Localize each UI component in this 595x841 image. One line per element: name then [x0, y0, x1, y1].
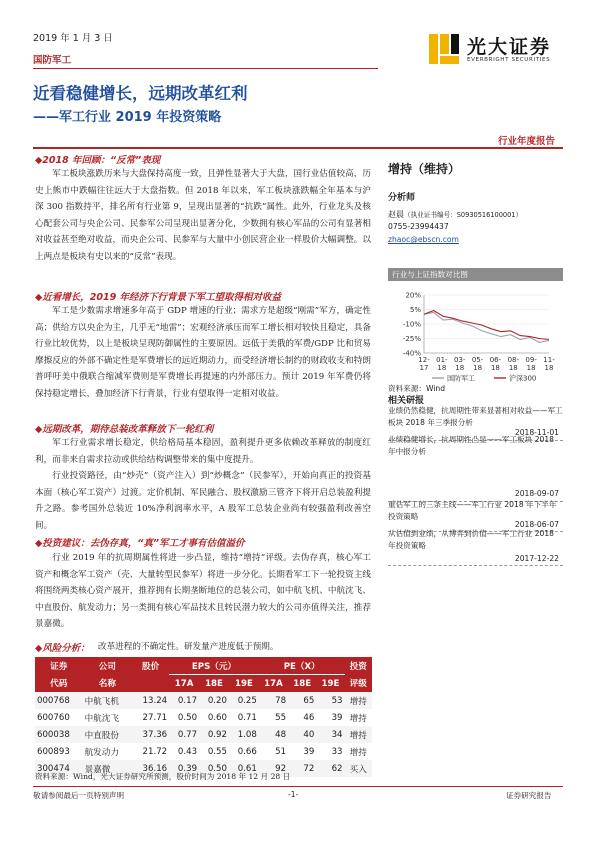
footer-right: 证券研究报告 — [506, 791, 552, 800]
section-body-review: 军工板块涨跌历来与大盘保持高度一致，且弹性显著大于大盘，国行业估值较高，历史上熊市中跌幅往往远大于大盘指数。但 2018 年以来，军工板块涨跌幅全年基本与沪深 300 指数持平，排名所有行业第 9，呈现出显著的“抗跌”属性。此外，行业龙头及核心配套公司与央企公司、民参军公司呈现出显著分化，少数拥有核心军品的公司有显著相对收益甚至绝对收益，而央企公司、民参军与大量中小创民营企业一样股价大幅调整。以上两点是板块有史以来的“反常”表现。 — [35, 169, 371, 262]
logo-mark-icon — [427, 32, 461, 66]
industry-label: 国防军工 — [33, 55, 72, 66]
table-cell: 中航飞机 — [84, 696, 119, 707]
related-item[interactable]: 业绩稳健增长，抗周期性凸显——军工板块 2018 年中报分析 — [388, 435, 555, 456]
y-tick-label: -10% — [402, 320, 421, 329]
related-date: 2018-11-01 — [514, 428, 559, 437]
table-source: 资料来源：Wind，光大证券研究所预测，股价时间为 2018 年 12 月 28 日 — [35, 772, 291, 781]
table-cell: 600038 — [37, 729, 70, 740]
chart-title-bar — [388, 268, 563, 281]
table-cell: 46 — [303, 712, 315, 723]
table-header: 17A — [169, 675, 199, 693]
table-cell: 33 — [331, 746, 343, 757]
report-date: 2019 年 1 月 3 日 — [33, 33, 113, 44]
section-heading-risk: ◆风险分析： — [35, 643, 90, 654]
analyst-name: 赵晨（执业证书编号：S0930516100001） — [388, 210, 523, 219]
report-type: 行业年度报告 — [498, 136, 556, 147]
x-tick-label: 17 — [419, 364, 429, 372]
x-tick-label: 18 — [544, 364, 554, 372]
y-tick-label: -25% — [402, 335, 421, 343]
table-header: 公司 — [83, 657, 133, 675]
table-header — [132, 675, 169, 693]
table-cell: 27.71 — [142, 712, 168, 723]
table-header: 18E — [288, 675, 316, 693]
section-heading-advice: ◆投资建议：去伪存真，“真”军工才事有估值溢价 — [35, 538, 245, 549]
table-cell: 增持 — [349, 713, 367, 724]
table-cell: 72 — [303, 763, 315, 774]
table-header: PE（X） — [259, 657, 345, 675]
x-tick-label: 18 — [455, 364, 465, 372]
related-date: 2017-12-22 — [514, 554, 559, 563]
table-cell: 增持 — [349, 747, 367, 758]
table-cell: 0.50 — [207, 763, 227, 774]
table-cell: 0.77 — [177, 729, 198, 740]
legend-label: 国防军工 — [447, 374, 475, 383]
x-tick-label: 18 — [473, 364, 483, 372]
industry-index-chart — [388, 283, 563, 383]
analyst-heading: 分析师 — [388, 193, 416, 203]
table-cell: 0.39 — [177, 763, 198, 774]
related-item[interactable]: 重估军工的三条主线——军工行业 2018 年下半年投资策略 — [388, 500, 557, 521]
table-cell: 中直股份 — [84, 730, 119, 741]
section-body-reform: 军工行业需求增长稳定，供给格局基本稳固，盈利提升更多依赖改革释放的制度红利，而非来自需求拉动或供给结构调整带来的集中度提升。 行业投资路径，由“炒壳”（资产注入）到“炒概念”（民参军），开始向真正的投资基本面（核心军工资产）过渡。定价机制、军民融合、股权激励三管齐下将开启总装盈利提升之路。参考国外总装近 10%净利润率水平，A 股军工总装企业尚有较强盈利改善空间。 — [35, 438, 371, 531]
section-body-advice: 行业 2019 年的抗周期属性将进一步凸显，维持“增持”评级。去伪存真，核心军工资产和概念军工资产（壳、大量转型民参军）将进一步分化。长期看军工下一轮投资主线将围绕两类核心资产展开，推荐拥有长期垄断地位的总装公司，如中航飞机、中航沈飞、中直股份、航发动力；另一类拥有核心军品技术且转民潜力较大的公司亦值得关注，推荐景嘉微。 — [35, 553, 371, 630]
series-line — [424, 311, 549, 340]
related-list — [388, 404, 563, 574]
header-divider — [33, 68, 378, 69]
related-date: 2018-09-07 — [514, 489, 559, 498]
x-tick-label: 09- — [525, 356, 537, 364]
footer-divider — [33, 786, 563, 787]
section-heading-growth: ◆近看增长，2019 年经济下行背景下军工望取得相对收益 — [35, 292, 282, 303]
x-tick-label: 05- — [471, 356, 484, 364]
table-header: 19E — [229, 675, 259, 693]
table-cell: 21.72 — [142, 746, 168, 757]
table-row — [35, 709, 372, 726]
table-cell: 0.66 — [237, 746, 257, 757]
chart-title: 行业与上证指数对比图 — [392, 270, 468, 279]
related-divider — [388, 565, 563, 566]
related-item[interactable]: 业绩仍然稳健，抗周期性带来显著相对收益——军工板块 2018 年三季报分析 — [388, 406, 563, 427]
table-header-row-bottom — [35, 675, 372, 693]
table-cell: 37.36 — [142, 729, 168, 740]
logo-cn-text: 光大证券 — [467, 36, 552, 58]
page-number: -1- — [288, 790, 299, 799]
table-cell: 中航沈飞 — [84, 713, 119, 724]
table-row — [35, 692, 372, 709]
section-heading-reform: ◆远期改革，期待总装改革释放下一轮红利 — [35, 424, 214, 435]
x-tick-label: 12- — [418, 356, 430, 364]
table-cell: 0.55 — [207, 746, 227, 757]
table-cell: 买入 — [349, 764, 367, 775]
table-cell: 34 — [331, 729, 343, 740]
x-tick-label: 18 — [490, 364, 500, 372]
table-header: 代码 — [35, 675, 83, 693]
table-header: 评级 — [345, 675, 372, 693]
table-cell: 53 — [331, 695, 343, 706]
table-cell: 景嘉微 — [84, 764, 111, 775]
title-divider — [33, 147, 563, 149]
table-cell: 0.71 — [237, 712, 257, 723]
rating: 增持（维持） — [388, 162, 461, 176]
section-heading-review: ◆2018 年回顾：“反常”表现 — [35, 155, 161, 166]
table-body — [35, 692, 372, 777]
table-cell: 0.20 — [207, 695, 227, 706]
table-header: 名称 — [83, 675, 133, 693]
table-cell: 40 — [303, 729, 315, 740]
table-cell: 0.92 — [207, 729, 227, 740]
x-tick-label: 03- — [453, 356, 466, 364]
section-body-growth: 军工是少数需求增速多年高于 GDP 增速的行业；需求方是超级“刚需”军方，确定性高；供给方以央企为主，几乎无“地雷”；宏观经济承压而军工增长相对较快且稳定，具备行业比较优势，以上是板块呈现防御属性的主要原因。远低于美俄的军费/GDP 比和贸易摩擦反应的外部不确定性是军费增长的远近期动力，而受经济增长制约的财政收支和特朗普呼吁美中俄联合缩减军费则是军费增长再提速的内外部压力。预计 2019 年军费仍将保持稳定增长，叠加经济下行背景，行业有望取得一定相对收益。 — [35, 306, 371, 399]
table-cell: 航发动力 — [84, 747, 119, 758]
table-header: 18E — [199, 675, 229, 693]
analyst-email[interactable]: zhaoc@ebscn.com — [388, 235, 459, 244]
y-tick-label: -40% — [402, 349, 421, 358]
y-tick-label: 20% — [405, 291, 421, 300]
table-cell: 000768 — [37, 695, 70, 706]
logo-en-text: EVERBRIGHT SECURITIES — [467, 57, 551, 63]
footer-disclaimer: 敬请参阅最后一页特别声明 — [33, 791, 125, 800]
table-row — [35, 726, 372, 743]
x-tick-label: 18 — [508, 364, 518, 372]
table-cell: 65 — [303, 695, 315, 706]
table-row — [35, 743, 372, 760]
table-cell: 36.16 — [142, 763, 168, 774]
table-cell: 55 — [275, 712, 287, 723]
related-heading: 相关研报 — [388, 396, 425, 406]
table-cell: 0.25 — [237, 695, 257, 706]
x-tick-label: 08- — [507, 356, 520, 364]
table-cell: 增持 — [349, 730, 367, 741]
legend-label: 沪深300 — [509, 374, 537, 383]
table-cell: 62 — [331, 763, 343, 774]
x-tick-label: 01- — [436, 356, 448, 364]
section-body-risk: 改革进程的不确定性。研发量产进度低于预期。 — [98, 642, 279, 652]
table-header-row-top — [35, 657, 372, 675]
table-cell: 48 — [275, 729, 287, 740]
table-header: 股价 — [132, 657, 169, 675]
table-header: 证券 — [35, 657, 83, 675]
table-cell: 600760 — [37, 712, 70, 723]
brand-logo — [427, 30, 567, 70]
table-cell: 增持 — [349, 696, 367, 707]
table-cell: 1.08 — [237, 729, 257, 740]
table-cell: 39 — [303, 746, 315, 757]
x-tick-label: 06- — [489, 356, 502, 364]
table-cell: 78 — [275, 695, 287, 706]
table-cell: 13.24 — [142, 695, 168, 706]
x-tick-label: 18 — [437, 364, 447, 372]
table-cell: 51 — [275, 746, 287, 757]
table-cell: 0.50 — [177, 712, 198, 723]
page-title: 近看稳健增长，远期改革红利 — [33, 84, 248, 103]
table-cell: 39 — [331, 712, 343, 723]
page-subtitle: ——军工行业 2019 年投资策略 — [33, 110, 222, 125]
analyst-phone: 0755-23994437 — [388, 222, 449, 231]
table-cell: 92 — [275, 763, 287, 774]
table-header: 19E — [316, 675, 344, 693]
table-cell: 0.43 — [177, 746, 198, 757]
table-header: EPS（元） — [169, 657, 259, 675]
table-cell: 0.17 — [177, 695, 198, 706]
related-item[interactable]: 从估值到业绩，从博弈到价值——军工行业 2018 年投资策略 — [388, 529, 555, 550]
table-cell: 0.60 — [207, 712, 227, 723]
table-cell: 600893 — [37, 746, 70, 757]
x-tick-label: 18 — [526, 364, 536, 372]
table-cell: 0.61 — [237, 763, 257, 774]
table-header: 17A — [259, 675, 288, 693]
related-date: 2018-06-07 — [514, 520, 559, 529]
stock-table — [35, 657, 372, 777]
chart-source: 资料来源：Wind — [388, 384, 446, 393]
y-tick-label: 5% — [409, 306, 421, 314]
table-header: 投资 — [345, 657, 372, 675]
table-cell: 300474 — [37, 763, 70, 774]
x-tick-label: 11- — [543, 356, 555, 364]
